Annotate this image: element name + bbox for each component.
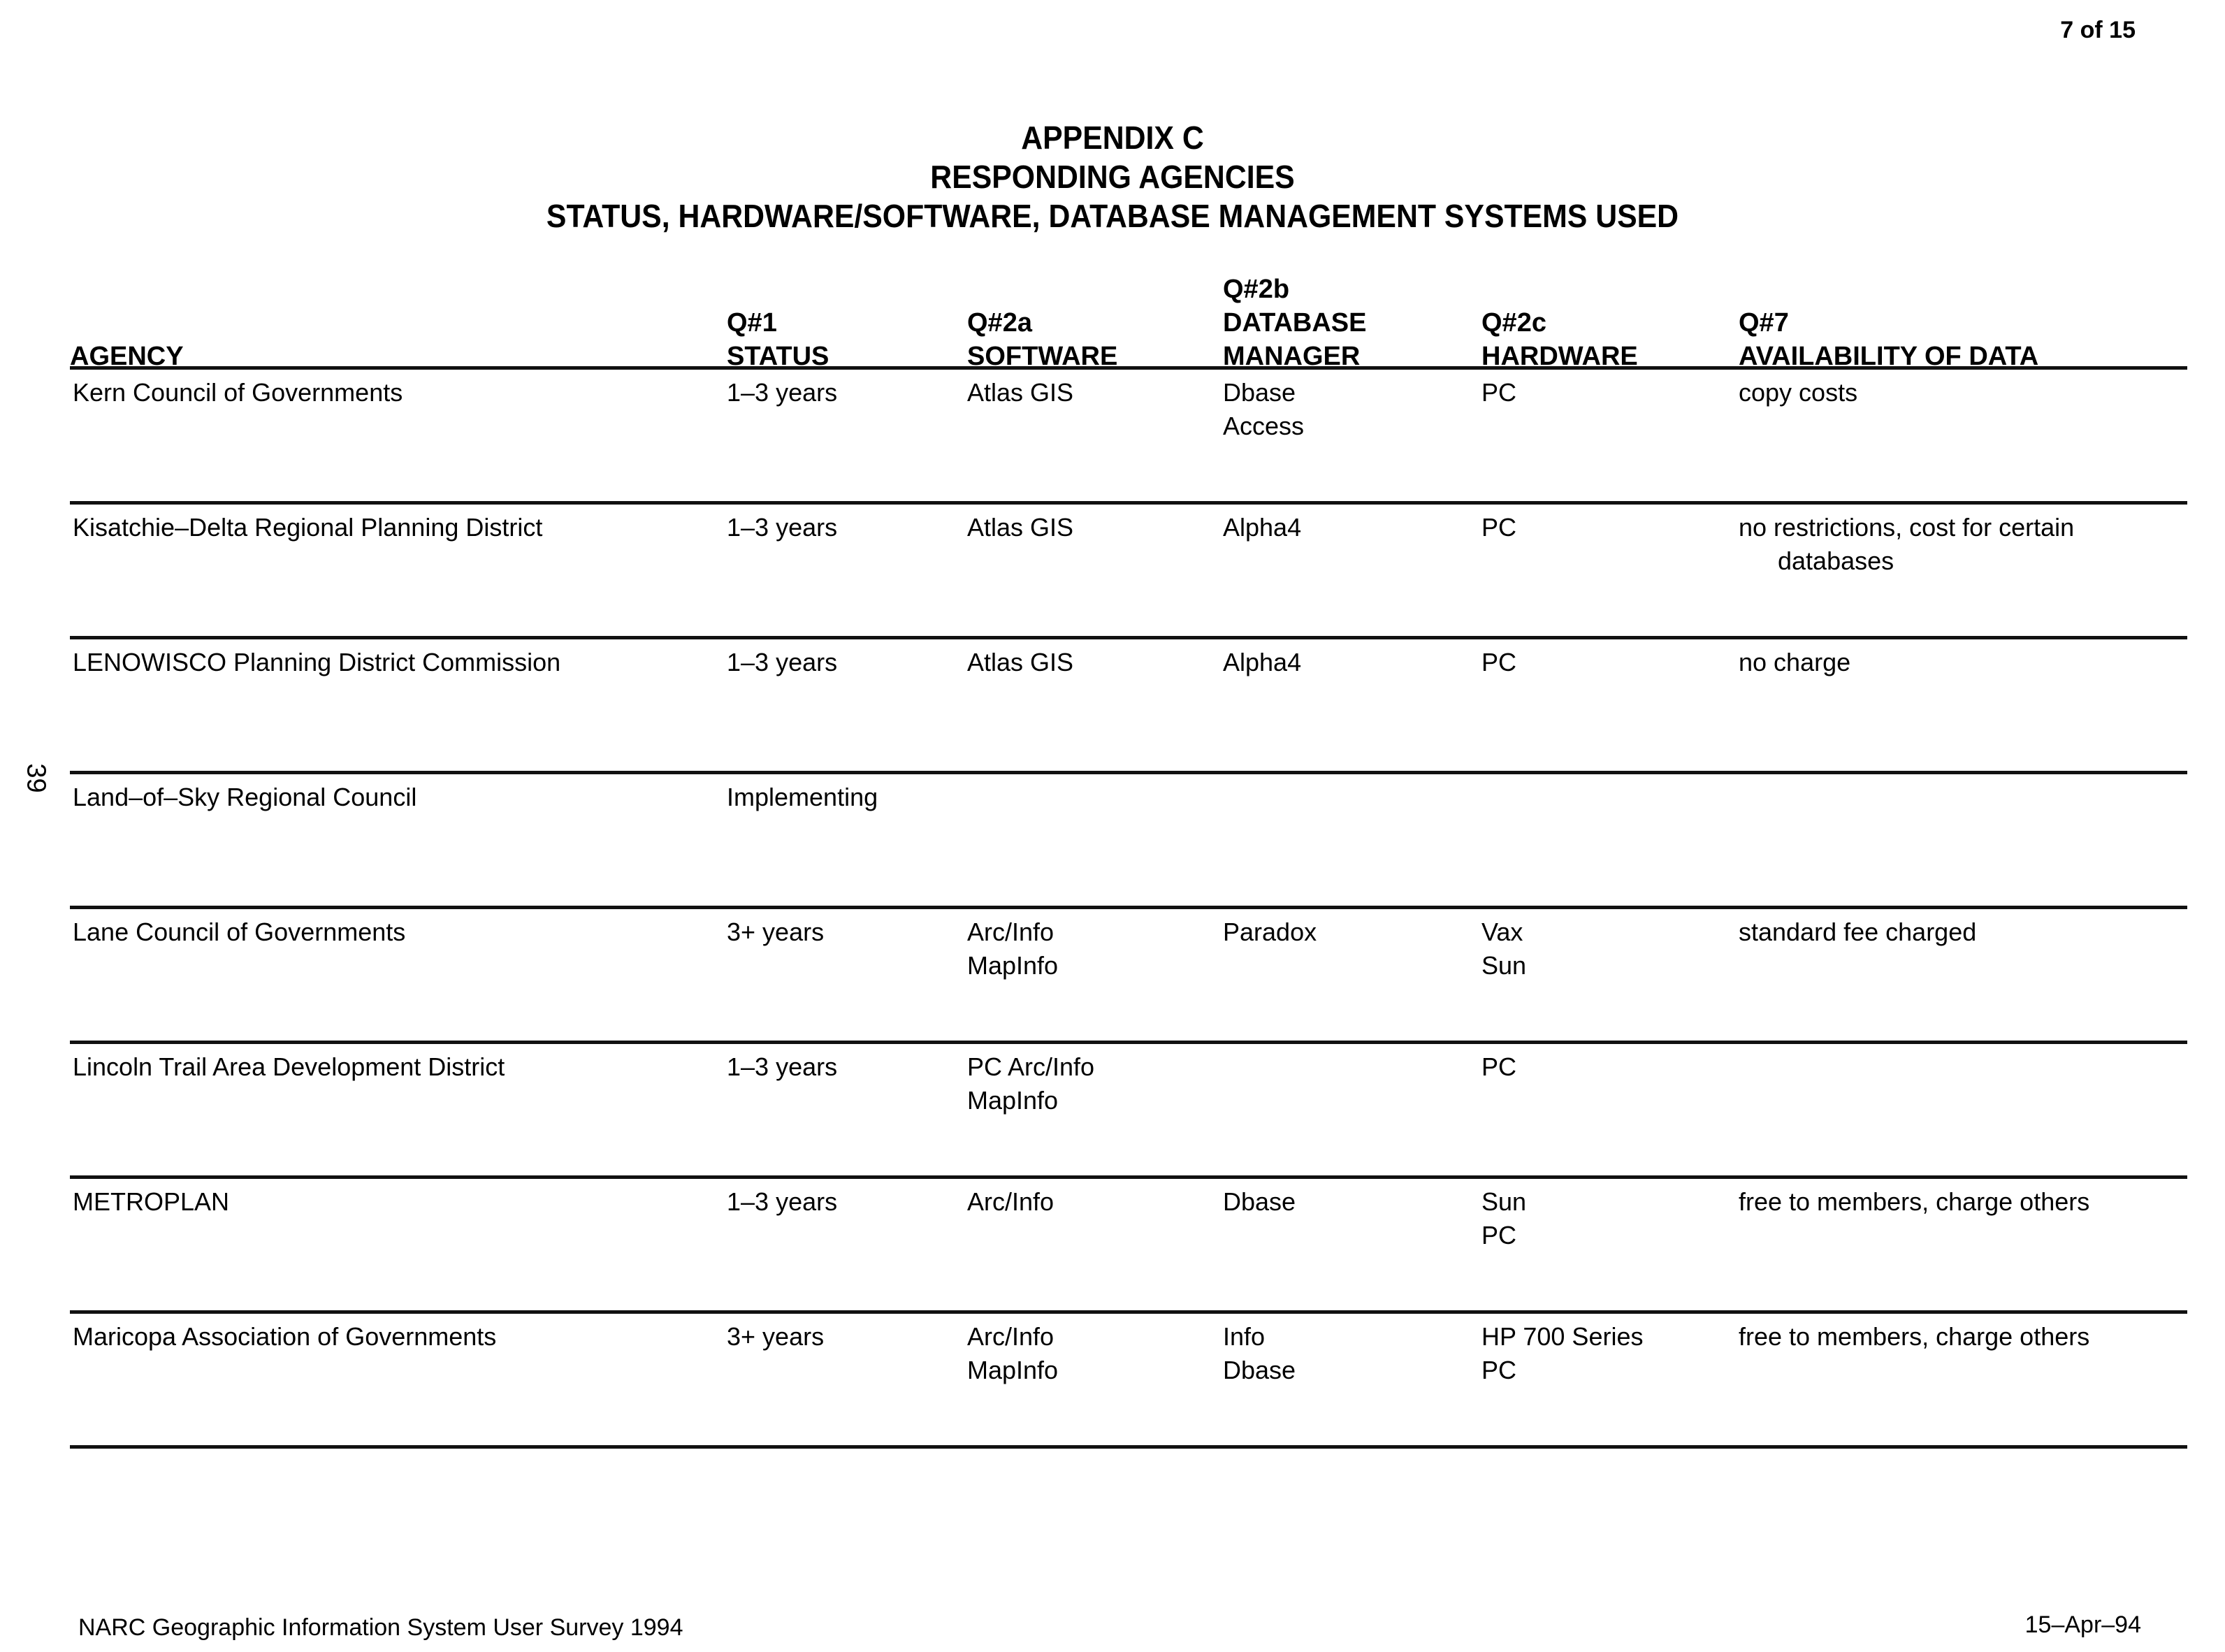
cell-line: Arc/Info	[967, 918, 1054, 946]
cell-line: PC	[1481, 648, 1517, 676]
cell-status	[727, 376, 837, 410]
row-divider	[70, 906, 2187, 909]
cell-line: Lane Council of Governments	[73, 918, 406, 946]
cell-line: Maricopa Association of Governments	[73, 1322, 497, 1351]
cell-line: free to members, charge others	[1739, 1187, 2090, 1216]
row-divider	[70, 771, 2187, 774]
cell-line: 1–3 years	[727, 378, 838, 407]
cell-line: no charge	[1739, 648, 1851, 676]
cell-line: PC	[1481, 1052, 1517, 1081]
col-label: MANAGER	[1223, 342, 1361, 371]
cell-line: PC Arc/Info	[967, 1052, 1095, 1081]
cell-status	[727, 781, 878, 814]
col-label: AVAILABILITY OF DATA	[1739, 342, 2039, 371]
cell-line: Kern Council of Governments	[73, 378, 403, 407]
cell-line: 3+ years	[727, 918, 825, 946]
cell-line: databases	[1778, 546, 1894, 575]
cell-hardware	[1481, 915, 1526, 983]
cell-hardware	[1481, 376, 1516, 410]
cell-agency	[73, 781, 416, 814]
cell-line: Arc/Info	[967, 1187, 1054, 1216]
cell-line: METROPLAN	[73, 1187, 230, 1216]
cell-hardware	[1481, 1320, 1643, 1387]
cell-dbm	[1223, 1185, 1296, 1219]
cell-line: standard fee charged	[1739, 918, 1977, 946]
row-divider	[70, 636, 2187, 639]
col-question: Q#2a	[967, 308, 1032, 338]
cell-software	[967, 1050, 1094, 1117]
cell-status	[727, 1050, 837, 1084]
cell-agency	[73, 376, 403, 410]
col-label: DATABASE	[1223, 308, 1367, 338]
cell-line: Dbase	[1223, 378, 1296, 407]
cell-line: LENOWISCO Planning District Commission	[73, 648, 561, 676]
col-label: HARDWARE	[1481, 342, 1638, 371]
cell-status	[727, 646, 837, 679]
cell-dbm	[1223, 376, 1304, 443]
cell-line: Lincoln Trail Area Development District	[73, 1052, 505, 1081]
cell-line: 1–3 years	[727, 648, 838, 676]
cell-status	[727, 1320, 824, 1354]
cell-line: Access	[1223, 412, 1305, 440]
cell-dbm	[1223, 1320, 1296, 1387]
footer-survey-title: NARC Geographic Information System User Survey 1994	[78, 1614, 683, 1641]
cell-line: Atlas GIS	[967, 648, 1074, 676]
cell-line: Vax	[1481, 918, 1523, 946]
col-question: Q#1	[727, 308, 777, 338]
col-header-database-manager	[1223, 273, 1366, 373]
col-question: Q#7	[1739, 308, 1789, 338]
cell-line: MapInfo	[967, 951, 1059, 980]
cell-availability	[1739, 376, 1857, 410]
cell-availability	[1739, 1320, 2089, 1354]
cell-line: Alpha4	[1223, 648, 1302, 676]
row-divider	[70, 1175, 2187, 1179]
cell-line: copy costs	[1739, 378, 1858, 407]
header-rule	[70, 366, 2187, 370]
col-header-software	[967, 306, 1117, 373]
cell-line: no restrictions, cost for certain	[1739, 513, 2075, 542]
cell-line: 1–3 years	[727, 513, 838, 542]
cell-line: HP 700 Series	[1481, 1322, 1644, 1351]
document-subtitle: RESPONDING AGENCIES	[930, 159, 1295, 195]
cell-line: Dbase	[1223, 1187, 1296, 1216]
cell-software	[967, 1185, 1054, 1219]
cell-line: Sun	[1481, 1187, 1527, 1216]
col-header-availability	[1739, 306, 2038, 373]
cell-hardware	[1481, 1050, 1516, 1084]
col-label: AGENCY	[70, 342, 184, 371]
cell-software	[967, 376, 1073, 410]
cell-software	[967, 646, 1073, 679]
cell-line: Kisatchie–Delta Regional Planning District	[73, 513, 543, 542]
cell-software	[967, 511, 1073, 544]
cell-line: 1–3 years	[727, 1187, 838, 1216]
cell-line: PC	[1481, 1356, 1517, 1384]
col-label: SOFTWARE	[967, 342, 1118, 371]
cell-agency	[73, 511, 542, 544]
document-heading: STATUS, HARDWARE/SOFTWARE, DATABASE MANAGEMENT SYSTEMS USED	[546, 198, 1679, 234]
cell-status	[727, 915, 824, 949]
cell-agency	[73, 1185, 229, 1219]
cell-line: Info	[1223, 1322, 1266, 1351]
col-label: STATUS	[727, 342, 829, 371]
cell-line: MapInfo	[967, 1086, 1059, 1115]
cell-agency	[73, 1320, 496, 1354]
cell-line: Atlas GIS	[967, 378, 1074, 407]
page-indicator: 7 of 15	[2060, 17, 2136, 43]
cell-hardware	[1481, 646, 1516, 679]
cell-line: 1–3 years	[727, 1052, 838, 1081]
cell-line: Atlas GIS	[967, 513, 1074, 542]
cell-availability	[1739, 1185, 2089, 1219]
cell-agency	[73, 1050, 505, 1084]
cell-dbm	[1223, 511, 1301, 544]
col-question: Q#2b	[1223, 275, 1290, 304]
footer-date: 15–Apr–94	[2024, 1611, 2141, 1638]
col-header-hardware	[1481, 306, 1638, 373]
cell-hardware	[1481, 1185, 1526, 1252]
cell-availability	[1739, 915, 1976, 949]
cell-dbm	[1223, 646, 1301, 679]
cell-line: Alpha4	[1223, 513, 1302, 542]
cell-line: PC	[1481, 1221, 1517, 1249]
cell-line: free to members, charge others	[1739, 1322, 2090, 1351]
cell-line: Arc/Info	[967, 1322, 1054, 1351]
cell-line: 3+ years	[727, 1322, 825, 1351]
cell-line: PC	[1481, 378, 1517, 407]
cell-line: PC	[1481, 513, 1517, 542]
cell-dbm	[1223, 915, 1317, 949]
cell-status	[727, 1185, 837, 1219]
cell-line: Paradox	[1223, 918, 1317, 946]
cell-line: Implementing	[727, 783, 878, 811]
cell-line: MapInfo	[967, 1356, 1059, 1384]
cell-status	[727, 511, 837, 544]
row-divider	[70, 1445, 2187, 1449]
cell-availability	[1739, 646, 1850, 679]
cell-agency	[73, 646, 560, 679]
row-divider	[70, 501, 2187, 505]
cell-line: Sun	[1481, 951, 1527, 980]
row-divider	[70, 1310, 2187, 1314]
col-header-status	[727, 306, 829, 373]
document-title: APPENDIX C	[1021, 119, 1204, 156]
cell-line: Dbase	[1223, 1356, 1296, 1384]
cell-availability	[1739, 511, 2074, 578]
side-page-number: 39	[21, 763, 51, 793]
row-divider	[70, 1041, 2187, 1044]
cell-agency	[73, 915, 405, 949]
cell-hardware	[1481, 511, 1516, 544]
cell-software	[967, 1320, 1058, 1387]
col-question: Q#2c	[1481, 308, 1546, 338]
cell-software	[967, 915, 1058, 983]
cell-line: Land–of–Sky Regional Council	[73, 783, 417, 811]
